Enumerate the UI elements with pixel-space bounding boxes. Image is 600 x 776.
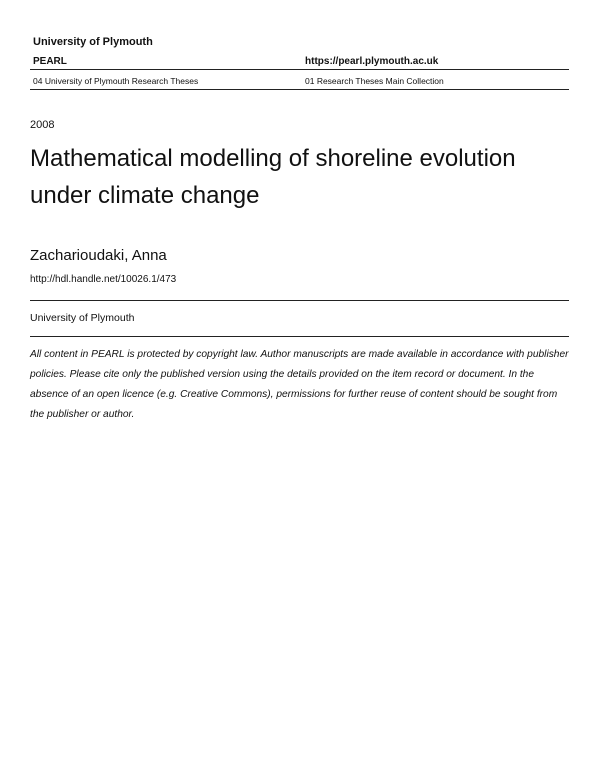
institution-name: University of Plymouth	[33, 36, 153, 48]
repository-name: PEARL	[33, 56, 67, 67]
publication-year: 2008	[30, 119, 55, 131]
notice-divider	[30, 336, 569, 337]
copyright-notice: All content in PEARL is protected by copyright law. Author manuscripts are made available in accordance with publisher policies. Please cite only the published version using the details provided on the item record or document. In the absence of an open licence (e.g. Creative Commons), permissions for further reuse of content should be sought from the publisher or author.	[30, 349, 569, 420]
author-name: Zacharioudaki, Anna	[30, 247, 167, 264]
record-divider	[30, 300, 569, 301]
header-bottom-divider	[30, 89, 569, 90]
collection-right: 01 Research Theses Main Collection	[305, 76, 444, 86]
publisher-name: University of Plymouth	[30, 312, 135, 324]
header-divider	[30, 69, 569, 70]
collection-left: 04 University of Plymouth Research Theses	[33, 76, 199, 86]
repository-url-link[interactable]: https://pearl.plymouth.ac.uk	[305, 56, 439, 67]
thesis-title: Mathematical modelling of shoreline evolution under climate change	[30, 145, 516, 209]
handle-link[interactable]: http://hdl.handle.net/10026.1/473	[30, 274, 177, 285]
